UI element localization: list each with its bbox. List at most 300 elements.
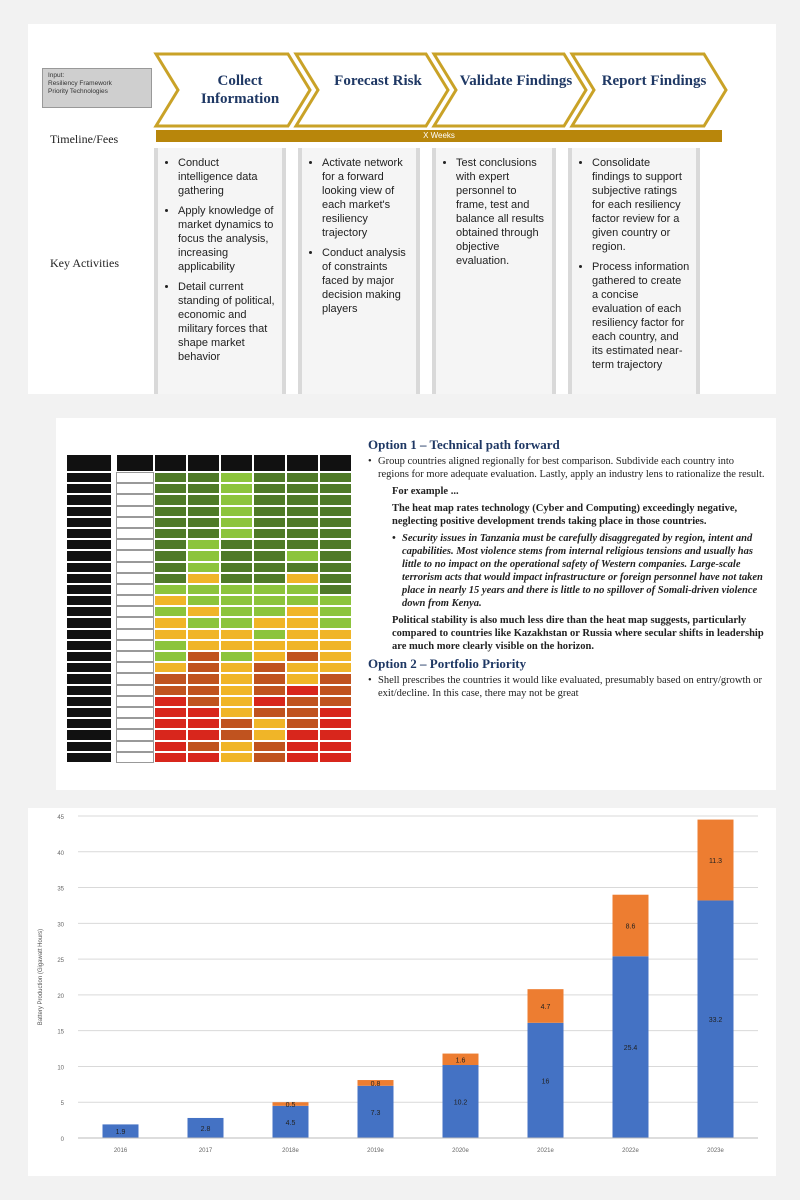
heatmap-score-cell — [319, 707, 352, 718]
activity-item: • Detail current standing of political, economic and military forces that shape market behavior — [178, 280, 276, 364]
heatmap-region-cell — [66, 718, 112, 729]
heatmap-score-cell — [187, 629, 220, 640]
option2-title: Option 2 – Portfolio Priority — [368, 656, 527, 671]
heatmap-score-cell — [286, 617, 319, 628]
heatmap-region-cell — [66, 595, 112, 606]
heatmap-score-cell — [220, 718, 253, 729]
heatmap-region-cell — [66, 696, 112, 707]
chart-panel — [28, 808, 776, 1176]
activity-item: • Conduct intelligence data gathering — [178, 156, 276, 198]
x-tick-label: 2020e — [452, 1148, 469, 1154]
heatmap-score-cell — [220, 707, 253, 718]
heatmap-score-cell — [319, 629, 352, 640]
heatmap-region-cell — [66, 741, 112, 752]
heatmap-score-cell — [154, 606, 187, 617]
heatmap-score-cell — [187, 494, 220, 505]
heatmap-score-cell — [253, 696, 286, 707]
heatmap-score-cell — [187, 517, 220, 528]
heatmap-country-cell — [116, 506, 154, 517]
heatmap-row — [66, 696, 354, 707]
bar-value-label: 10.2 — [453, 1099, 468, 1107]
heatmap-row — [66, 685, 354, 696]
activity-column — [298, 148, 420, 394]
heatmap-score-cell — [154, 562, 187, 573]
chevron-forecast — [296, 54, 448, 126]
heatmap-score-cell — [286, 539, 319, 550]
heatmap-country-cell — [116, 528, 154, 539]
activity-item: • Apply knowledge of market dynamics to focus the analysis, increasing applicability — [178, 204, 276, 274]
heatmap-row — [66, 483, 354, 494]
heatmap-score-cell — [319, 483, 352, 494]
heatmap-score-cell — [220, 673, 253, 684]
bar-value-label: 16 — [541, 1078, 550, 1086]
stage-label: Collect Information — [200, 73, 280, 107]
heatmap-region-cell — [66, 685, 112, 696]
heatmap-score-cell — [286, 696, 319, 707]
heatmap-row — [66, 673, 354, 684]
activity-item: • Test conclusions with expert personnel to frame, test and balance all results obtained through objective evaluation. — [456, 156, 546, 268]
heatmap-score-cell — [286, 494, 319, 505]
heatmap-score-cell — [253, 629, 286, 640]
bar-value-label: 7.3 — [370, 1109, 381, 1117]
heatmap-score-cell — [154, 483, 187, 494]
heatmap-score-cell — [220, 640, 253, 651]
heatmap-score-cell — [187, 606, 220, 617]
heatmap-score-cell — [253, 673, 286, 684]
y-tick-label: 20 — [57, 993, 64, 1000]
heatmap-score-cell — [253, 539, 286, 550]
heatmap-score-cell — [319, 729, 352, 740]
heatmap-row — [66, 606, 354, 617]
heatmap-score-cell — [253, 528, 286, 539]
heatmap-region-cell — [66, 629, 112, 640]
heatmap-score-cell — [319, 539, 352, 550]
heatmap-score-cell — [154, 506, 187, 517]
heatmap-score-cell — [319, 494, 352, 505]
heatmap-score-cell — [253, 685, 286, 696]
heatmap-score-cell — [253, 741, 286, 752]
heatmap-score-cell — [286, 483, 319, 494]
bar-value-label: 1.6 — [455, 1057, 466, 1065]
heatmap-score-cell — [154, 696, 187, 707]
battery-production-chart — [28, 808, 776, 1176]
bar-value-label: 1.9 — [115, 1129, 126, 1137]
heatmap-row — [66, 539, 354, 550]
bar-value-label: 11.3 — [708, 858, 723, 866]
heatmap-score-cell — [154, 550, 187, 561]
heatmap-country-cell — [116, 707, 154, 718]
x-tick-label: 2016 — [113, 1148, 128, 1154]
heatmap-header-cell — [154, 454, 187, 472]
heatmap-row — [66, 550, 354, 561]
heatmap-score-cell — [187, 696, 220, 707]
heatmap-row — [66, 752, 354, 763]
heatmap-score-cell — [286, 517, 319, 528]
heatmap-score-cell — [220, 729, 253, 740]
heatmap-row — [66, 595, 354, 606]
activity-column — [432, 148, 556, 394]
heatmap-score-cell — [253, 718, 286, 729]
y-tick-label: 5 — [60, 1101, 64, 1108]
heatmap-score-cell — [220, 550, 253, 561]
x-tick-label: 2018e — [282, 1148, 299, 1154]
heatmap-row — [66, 617, 354, 628]
heatmap-header-cell — [187, 454, 220, 472]
heatmap-score-cell — [319, 517, 352, 528]
heatmap-score-cell — [187, 752, 220, 763]
heatmap-region-cell — [66, 606, 112, 617]
activity-column — [154, 148, 286, 394]
heatmap-score-cell — [253, 595, 286, 606]
heatmap-region-cell — [66, 517, 112, 528]
heatmap-row — [66, 472, 354, 483]
heatmap-score-cell — [154, 472, 187, 483]
heatmap-score-cell — [220, 685, 253, 696]
risk-heatmap — [66, 454, 354, 790]
heatmap-score-cell — [154, 539, 187, 550]
heatmap-country-cell — [116, 617, 154, 628]
heatmap-score-cell — [187, 707, 220, 718]
y-tick-label: 25 — [57, 958, 64, 965]
heatmap-score-cell — [154, 752, 187, 763]
heatmap-score-cell — [253, 752, 286, 763]
heatmap-region-cell — [66, 550, 112, 561]
timeline-bar: X Weeks — [156, 130, 722, 142]
heatmap-header-cell — [319, 454, 352, 472]
heatmap-score-cell — [286, 718, 319, 729]
input-line: Input: — [48, 72, 65, 79]
heatmap-region-cell — [66, 662, 112, 673]
heatmap-country-cell — [116, 629, 154, 640]
heatmap-country-cell — [116, 685, 154, 696]
heatmap-score-cell — [187, 506, 220, 517]
heatmap-score-cell — [154, 494, 187, 505]
heatmap-row — [66, 629, 354, 640]
heatmap-score-cell — [187, 550, 220, 561]
activities-label: Key Activities — [50, 256, 119, 270]
stage-label: Report Findings — [601, 73, 707, 89]
y-tick-label: 0 — [60, 1137, 64, 1143]
heatmap-row — [66, 640, 354, 651]
heatmap-score-cell — [319, 606, 352, 617]
heatmap-row — [66, 584, 354, 595]
heatmap-score-cell — [319, 573, 352, 584]
x-tick-label: 2023e — [707, 1148, 724, 1154]
heatmap-row — [66, 741, 354, 752]
heatmap-score-cell — [154, 640, 187, 651]
heatmap-score-cell — [286, 640, 319, 651]
heatmap-country-cell — [116, 741, 154, 752]
heatmap-score-cell — [187, 595, 220, 606]
heatmap-region-cell — [66, 472, 112, 483]
heatmap-region-cell — [66, 528, 112, 539]
heatmap-score-cell — [154, 741, 187, 752]
heatmap-score-cell — [286, 707, 319, 718]
timeline-label: Timeline/Fees — [50, 132, 119, 146]
heatmap-region-cell — [66, 707, 112, 718]
heatmap-score-cell — [253, 573, 286, 584]
heatmap-region-cell — [66, 752, 112, 763]
heatmap-score-cell — [319, 651, 352, 662]
heatmap-row — [66, 528, 354, 539]
closing-text: Political stability is also much less dire than the heat map suggests, particularly compared to countries like Kazakhstan or Russia where secular shifts in leadership are much more clearly visible on the horizon. — [392, 615, 764, 652]
heatmap-country-cell — [116, 640, 154, 651]
heatmap-score-cell — [286, 584, 319, 595]
y-tick-label: 15 — [57, 1029, 64, 1036]
activity-column — [568, 148, 700, 394]
heatmap-row — [66, 506, 354, 517]
heatmap-score-cell — [220, 472, 253, 483]
heatmap-score-cell — [154, 528, 187, 539]
heatmap-country-cell — [116, 573, 154, 584]
heatmap-header-row — [66, 454, 354, 472]
heatmap-score-cell — [319, 696, 352, 707]
option1-bullet: • Group countries aligned regionally for best comparison. Subdivide each country into regions for more adequate evaluation. Lastly, apply an industry lens to rationalize the result. — [368, 455, 766, 481]
bar-value-label: 0.5 — [285, 1102, 296, 1110]
heatmap-score-cell — [220, 662, 253, 673]
options-text — [368, 438, 766, 704]
heatmap-score-cell — [220, 494, 253, 505]
heatmap-country-cell — [116, 595, 154, 606]
heatmap-score-cell — [253, 517, 286, 528]
heatmap-region-cell — [66, 506, 112, 517]
heatmap-score-cell — [187, 573, 220, 584]
heatmap-header-cell — [220, 454, 253, 472]
heatmap-score-cell — [220, 606, 253, 617]
heatmap-region-cell — [66, 562, 112, 573]
heatmap-score-cell — [187, 640, 220, 651]
bar-value-label: 2.8 — [200, 1125, 211, 1133]
heatmap-score-cell — [154, 651, 187, 662]
heatmap-score-cell — [253, 617, 286, 628]
heatmap-score-cell — [220, 696, 253, 707]
heatmap-country-cell — [116, 662, 154, 673]
input-line: Resiliency Framework — [48, 80, 112, 87]
heatmap-score-cell — [154, 617, 187, 628]
heatmap-score-cell — [220, 573, 253, 584]
heatmap-score-cell — [154, 685, 187, 696]
chevron-validate — [434, 54, 586, 126]
heatmap-score-cell — [286, 528, 319, 539]
example-text: The heat map rates technology (Cyber and Computing) exceedingly negative, neglecting positive development trends taking place in those countries. — [392, 503, 738, 527]
y-tick-label: 10 — [57, 1065, 64, 1072]
chevron-report — [572, 54, 726, 126]
heatmap-panel — [56, 418, 776, 790]
heatmap-score-cell — [253, 584, 286, 595]
input-line: Priority Technologies — [48, 88, 108, 95]
heatmap-score-cell — [319, 741, 352, 752]
heatmap-country-cell — [116, 729, 154, 740]
heatmap-score-cell — [286, 629, 319, 640]
heatmap-score-cell — [286, 606, 319, 617]
heatmap-score-cell — [253, 651, 286, 662]
x-tick-label: 2019e — [367, 1148, 384, 1154]
x-tick-label: 2017 — [198, 1148, 213, 1154]
y-axis-label: Battery Production (Gigawatt Hours) — [38, 928, 44, 1026]
heatmap-header-cell — [116, 454, 154, 472]
heatmap-score-cell — [319, 528, 352, 539]
heatmap-row — [66, 651, 354, 662]
bar-value-label: 4.5 — [285, 1119, 296, 1127]
heatmap-score-cell — [286, 506, 319, 517]
heatmap-score-cell — [286, 472, 319, 483]
bar-value-label: 8.6 — [625, 923, 636, 931]
heatmap-country-cell — [116, 517, 154, 528]
heatmap-score-cell — [253, 483, 286, 494]
heatmap-score-cell — [253, 472, 286, 483]
heatmap-score-cell — [154, 584, 187, 595]
heatmap-country-cell — [116, 584, 154, 595]
heatmap-score-cell — [319, 562, 352, 573]
heatmap-score-cell — [220, 517, 253, 528]
heatmap-score-cell — [187, 685, 220, 696]
italic-bullet: • Security issues in Tanzania must be carefully disaggregated by region, intent and capabilities. Most violence stems from internal religious tensions and usually has little to no impact on the operational safety of Western companies. Large-scale terrorism acts that would impact infrastructure or foreign personnel have not taken place in nearly 15 years and there is little to no spillover of Somali-driven violence down from Kenya. — [392, 532, 766, 610]
heatmap-score-cell — [319, 550, 352, 561]
heatmap-country-cell — [116, 550, 154, 561]
heatmap-country-cell — [116, 472, 154, 483]
heatmap-score-cell — [154, 729, 187, 740]
heatmap-score-cell — [286, 550, 319, 561]
heatmap-score-cell — [220, 539, 253, 550]
heatmap-row — [66, 517, 354, 528]
heatmap-score-cell — [154, 573, 187, 584]
heatmap-header-cell — [286, 454, 319, 472]
heatmap-score-cell — [187, 472, 220, 483]
heatmap-score-cell — [154, 707, 187, 718]
heatmap-score-cell — [319, 673, 352, 684]
heatmap-country-cell — [116, 483, 154, 494]
y-tick-label: 40 — [57, 850, 64, 857]
activity-item: • Conduct analysis of constraints faced by major decision making players — [322, 246, 410, 316]
heatmap-score-cell — [286, 741, 319, 752]
heatmap-score-cell — [286, 651, 319, 662]
heatmap-country-cell — [116, 562, 154, 573]
heatmap-score-cell — [319, 752, 352, 763]
heatmap-score-cell — [220, 741, 253, 752]
heatmap-score-cell — [286, 562, 319, 573]
activity-item: • Activate network for a forward looking view of each market's resiliency trajectory — [322, 156, 410, 240]
heatmap-country-cell — [116, 696, 154, 707]
heatmap-score-cell — [253, 662, 286, 673]
heatmap-score-cell — [319, 640, 352, 651]
process-panel — [28, 24, 776, 394]
heatmap-row — [66, 573, 354, 584]
heatmap-score-cell — [319, 617, 352, 628]
heatmap-score-cell — [220, 584, 253, 595]
heatmap-region-cell — [66, 584, 112, 595]
bar-value-label: 0.8 — [370, 1080, 381, 1088]
heatmap-score-cell — [253, 506, 286, 517]
heatmap-region-cell — [66, 640, 112, 651]
heatmap-country-cell — [116, 673, 154, 684]
heatmap-score-cell — [319, 584, 352, 595]
stage-label: Validate Findings — [459, 73, 573, 89]
heatmap-score-cell — [154, 718, 187, 729]
heatmap-score-cell — [253, 606, 286, 617]
bar-value-label: 25.4 — [623, 1045, 638, 1053]
y-tick-label: 30 — [57, 922, 64, 929]
heatmap-score-cell — [319, 506, 352, 517]
heatmap-region-cell — [66, 729, 112, 740]
heatmap-score-cell — [187, 562, 220, 573]
heatmap-score-cell — [187, 483, 220, 494]
heatmap-score-cell — [154, 595, 187, 606]
heatmap-score-cell — [253, 494, 286, 505]
heatmap-row — [66, 662, 354, 673]
x-tick-label: 2021e — [537, 1148, 554, 1154]
heatmap-country-cell — [116, 718, 154, 729]
heatmap-header-cell — [253, 454, 286, 472]
heatmap-score-cell — [286, 685, 319, 696]
heatmap-score-cell — [253, 707, 286, 718]
heatmap-score-cell — [154, 673, 187, 684]
heatmap-score-cell — [253, 550, 286, 561]
x-tick-label: 2022e — [622, 1148, 639, 1154]
activity-item: • Process information gathered to create a concise evaluation of each resiliency factor for each country, and its estimated near-term trajectory — [592, 260, 690, 372]
heatmap-row — [66, 707, 354, 718]
heatmap-score-cell — [286, 662, 319, 673]
heatmap-score-cell — [187, 718, 220, 729]
heatmap-row — [66, 562, 354, 573]
heatmap-score-cell — [286, 595, 319, 606]
heatmap-score-cell — [187, 662, 220, 673]
heatmap-score-cell — [253, 562, 286, 573]
heatmap-region-cell — [66, 573, 112, 584]
heatmap-row — [66, 729, 354, 740]
heatmap-region-cell — [66, 651, 112, 662]
heatmap-region-cell — [66, 617, 112, 628]
heatmap-score-cell — [187, 729, 220, 740]
heatmap-score-cell — [154, 629, 187, 640]
heatmap-score-cell — [319, 662, 352, 673]
example-heading: For example ... — [392, 486, 459, 497]
heatmap-country-cell — [116, 494, 154, 505]
heatmap-row — [66, 718, 354, 729]
heatmap-region-cell — [66, 673, 112, 684]
heatmap-score-cell — [154, 662, 187, 673]
heatmap-score-cell — [187, 741, 220, 752]
heatmap-score-cell — [220, 528, 253, 539]
heatmap-score-cell — [286, 752, 319, 763]
heatmap-region-cell — [66, 483, 112, 494]
heatmap-score-cell — [220, 483, 253, 494]
heatmap-country-cell — [116, 651, 154, 662]
heatmap-score-cell — [220, 562, 253, 573]
heatmap-score-cell — [220, 629, 253, 640]
y-tick-label: 35 — [57, 886, 64, 893]
heatmap-score-cell — [220, 651, 253, 662]
heatmap-region-cell — [66, 494, 112, 505]
heatmap-score-cell — [220, 506, 253, 517]
heatmap-score-cell — [187, 584, 220, 595]
y-tick-label: 45 — [57, 815, 64, 821]
heatmap-score-cell — [286, 673, 319, 684]
heatmap-score-cell — [187, 528, 220, 539]
activity-item: • Consolidate findings to support subjective ratings for each resiliency factor review for a given country or region. — [592, 156, 690, 254]
heatmap-score-cell — [220, 595, 253, 606]
stage-label: Forecast Risk — [334, 73, 422, 89]
heatmap-score-cell — [319, 595, 352, 606]
option2-bullet: • Shell prescribes the countries it would like evaluated, presumably based on entry/growth or exit/decline. In this case, there may not be great — [368, 674, 766, 700]
bar-value-label: 33.2 — [708, 1017, 723, 1025]
heatmap-score-cell — [187, 651, 220, 662]
heatmap-score-cell — [187, 673, 220, 684]
heatmap-score-cell — [154, 517, 187, 528]
heatmap-score-cell — [319, 718, 352, 729]
option1-title: Option 1 – Technical path forward — [368, 437, 560, 452]
heatmap-score-cell — [220, 617, 253, 628]
heatmap-score-cell — [187, 539, 220, 550]
